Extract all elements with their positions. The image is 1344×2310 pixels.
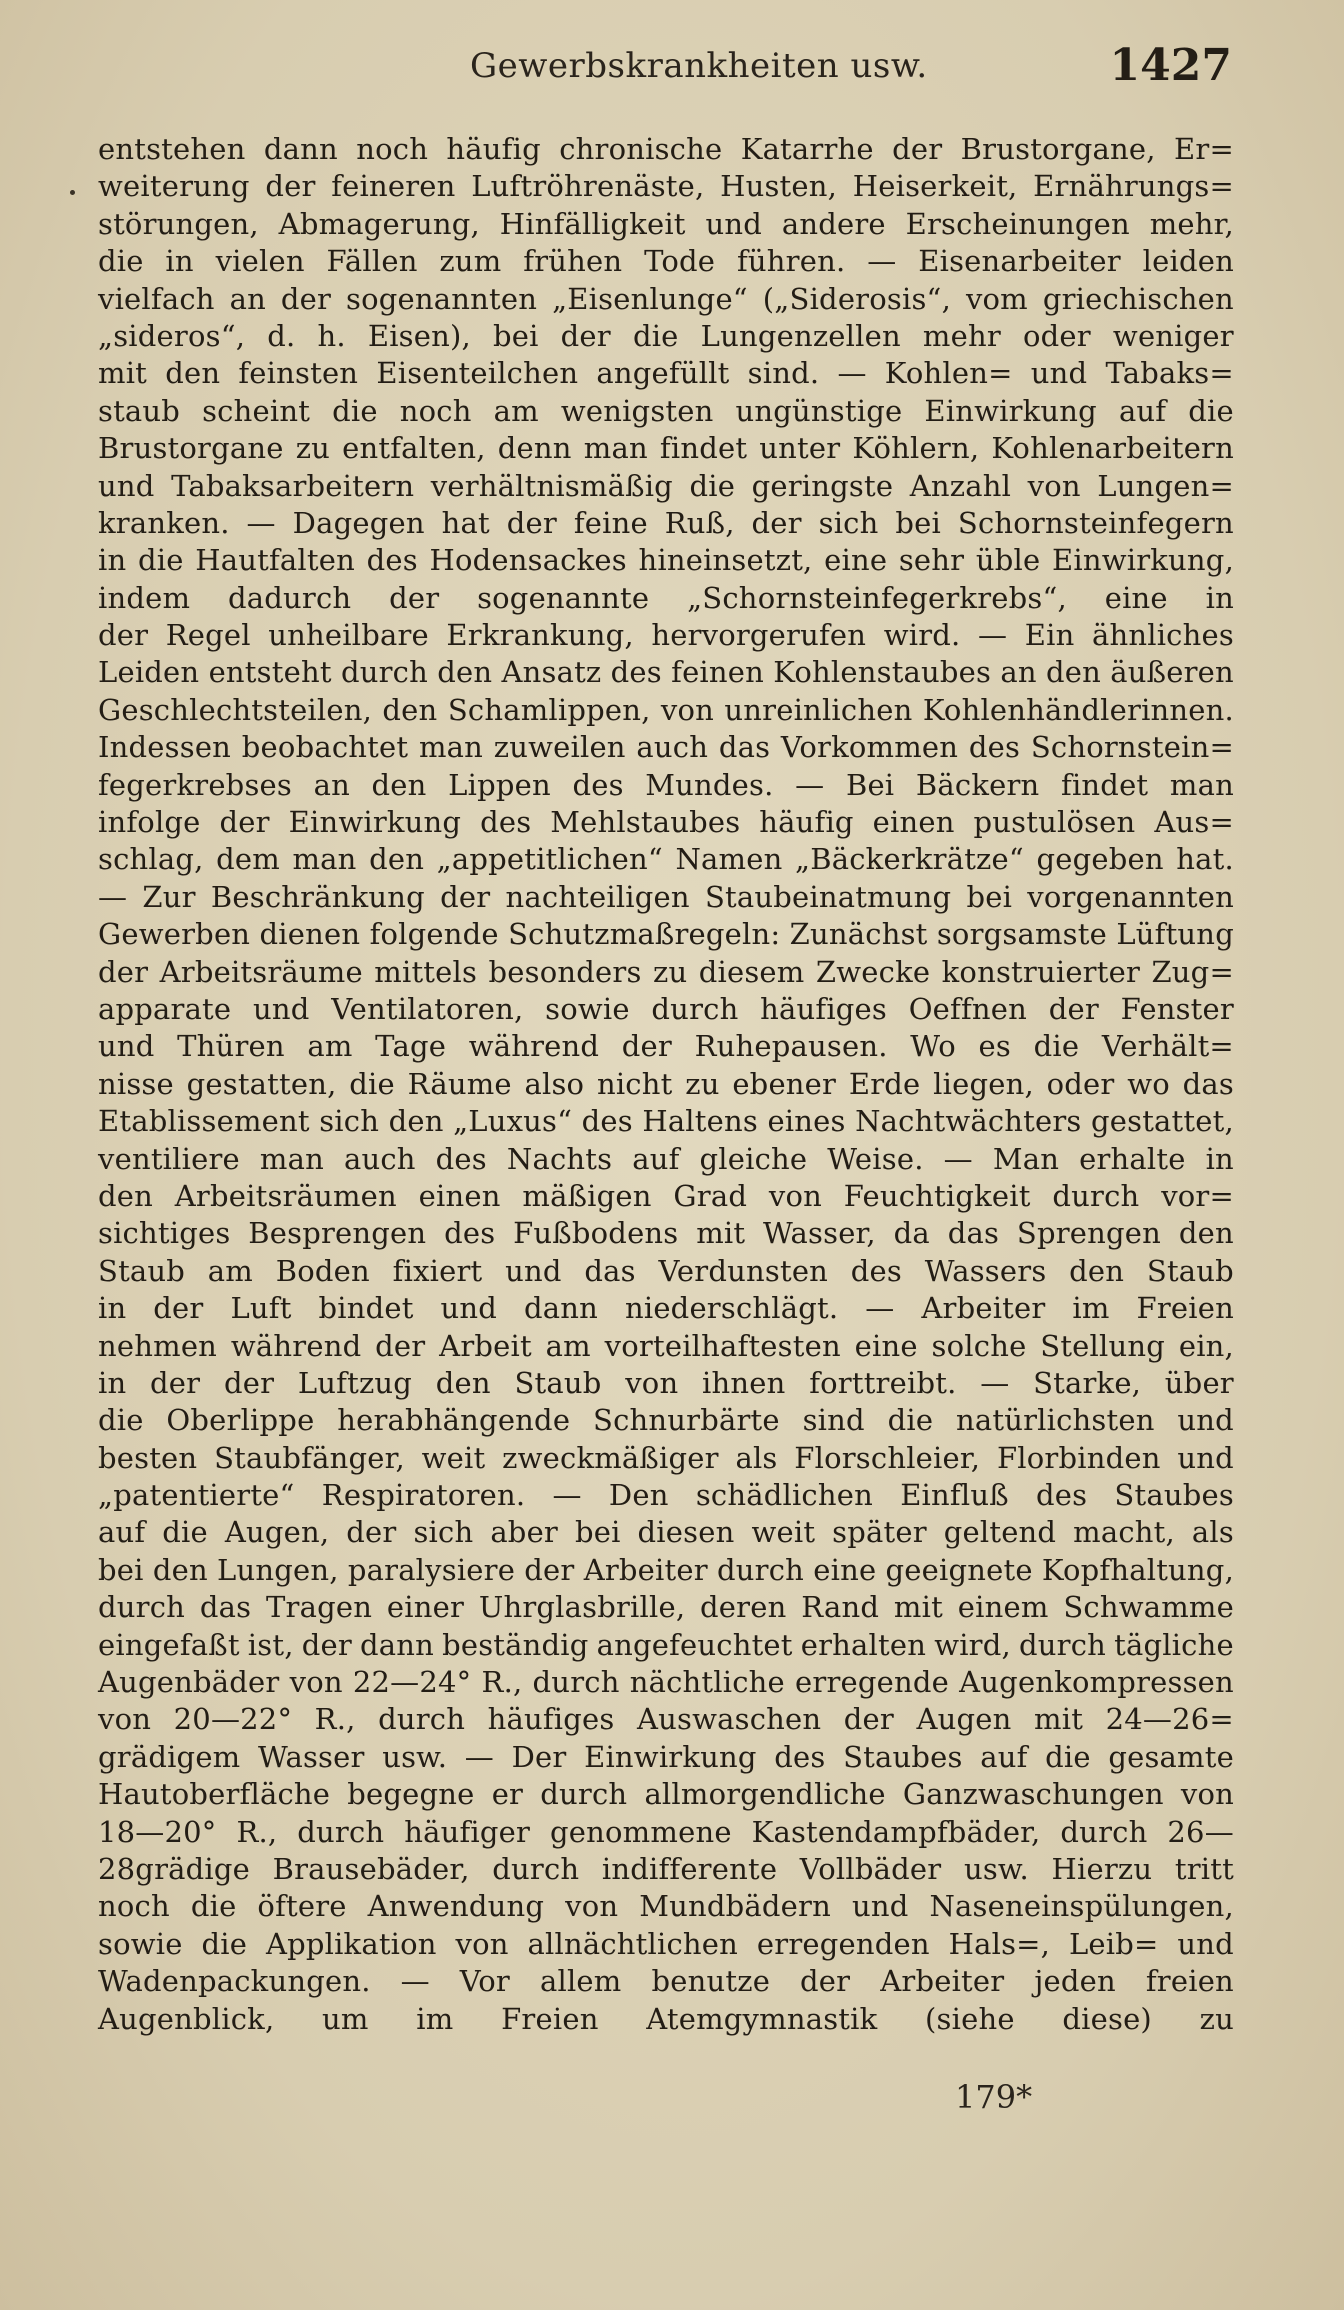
text-line: vielfach an der sogenannten „Eisenlunge“ („Siderosis“, vom griechischen — [98, 281, 1234, 316]
text-line: eingefaßt ist, der dann beständig angefeuchtet erhalten wird, durch tägliche — [98, 1627, 1234, 1662]
text-line: und Tabaksarbeitern verhältnismäßig die geringste Anzahl von Lungen= — [98, 468, 1234, 503]
text-line: schlag, dem man den „appetitlichen“ Namen „Bäckerkrätze“ gegeben hat. — [98, 842, 1234, 877]
text-line: „sideros“, d. h. Eisen), bei der die Lungenzellen mehr oder weniger — [98, 318, 1234, 353]
text-line: indem dadurch der sogenannte „Schornsteinfegerkrebs“, eine in — [98, 580, 1234, 615]
text-line: Indessen beobachtet man zuweilen auch das Vorkommen des Schornstein= — [98, 730, 1234, 765]
text-line: auf die Augen, der sich aber bei diesen weit später geltend macht, als — [98, 1515, 1234, 1550]
text-line: kranken. — Dagegen hat der feine Ruß, der sich bei Schornsteinfegern — [98, 505, 1234, 540]
text-line: mit den feinsten Eisenteilchen angefüllt sind. — Kohlen= und Tabaks= — [98, 356, 1234, 391]
text-line: infolge der Einwirkung des Mehlstaubes häufig einen pustulösen Aus= — [98, 805, 1234, 840]
text-line: sowie die Applikation von allnächtlichen erregenden Hals=, Leib= und — [98, 1926, 1234, 1961]
text-line: „patentierte“ Respiratoren. — Den schädlichen Einfluß des Staubes — [98, 1478, 1234, 1513]
text-line: grädigem Wasser usw. — Der Einwirkung des Staubes auf die gesamte — [98, 1739, 1234, 1774]
text-line: sichtiges Besprengen des Fußbodens mit Wasser, da das Sprengen den — [98, 1216, 1234, 1251]
text-line: weiterung der feineren Luftröhrenäste, Husten, Heiserkeit, Ernährungs= — [98, 169, 1234, 204]
text-line: Etablissement sich den „Luxus“ des Haltens eines Nachtwächters gestattet, — [98, 1104, 1234, 1139]
text-line: Hautoberfläche begegne er durch allmorgendliche Ganzwaschungen von — [98, 1777, 1234, 1812]
text-line: entstehen dann noch häufig chronische Katarrhe der Brustorgane, Er= — [98, 132, 1234, 166]
text-line: Augenbäder von 22—24° R., durch nächtliche erregende Augenkompressen — [98, 1665, 1234, 1700]
text-line: den Arbeitsräumen einen mäßigen Grad von Feuchtigkeit durch vor= — [98, 1178, 1234, 1213]
text-line: 28grädige Brausebäder, durch indifferente Vollbäder usw. Hierzu tritt — [98, 1851, 1234, 1886]
text-line: Leiden entsteht durch den Ansatz des feinen Kohlenstaubes an den äußeren — [98, 655, 1234, 690]
body-text — [98, 132, 1234, 2039]
text-line: Geschlechtsteilen, den Schamlippen, von unreinlichen Kohlenhändlerinnen. — [98, 692, 1234, 727]
text-line: noch die öftere Anwendung von Mundbädern und Naseneinspülungen, — [98, 1889, 1234, 1924]
text-line: nehmen während der Arbeit am vorteilhaftesten eine solche Stellung ein, — [98, 1328, 1234, 1363]
text-line: besten Staubfänger, weit zweckmäßiger als Florschleier, Florbinden und — [98, 1440, 1234, 1475]
text-line: Augenblick, um im Freien Atemgymnastik (siehe diese) zu — [98, 2001, 1234, 2036]
text-line: Gewerben dienen folgende Schutzmaßregeln: Zunächst sorgsamste Lüftung — [98, 917, 1234, 952]
text-line: in der Luft bindet und dann niederschlägt. — Arbeiter im Freien — [98, 1291, 1234, 1326]
running-title: Gewerbskrankheiten usw. — [470, 46, 928, 86]
text-line: in die Hautfalten des Hodensackes hineinsetzt, eine sehr üble Einwirkung, — [98, 543, 1234, 578]
text-line: fegerkrebses an den Lippen des Mundes. — Bei Bäckern findet man — [98, 767, 1234, 802]
text-line: der Regel unheilbare Erkrankung, hervorgerufen wird. — Ein ähnliches — [98, 618, 1234, 653]
text-line: in der der Luftzug den Staub von ihnen forttreibt. — Starke, über — [98, 1365, 1234, 1400]
text-line: 18—20° R., durch häufiger genommene Kastendampfbäder, durch 26— — [98, 1814, 1234, 1849]
text-line: durch das Tragen einer Uhrglasbrille, deren Rand mit einem Schwamme — [98, 1590, 1234, 1625]
text-line: staub scheint die noch am wenigsten ungünstige Einwirkung auf die — [98, 393, 1234, 428]
text-line: die Oberlippe herabhängende Schnurbärte sind die natürlichsten und — [98, 1403, 1234, 1438]
text-line: — Zur Beschränkung der nachteiligen Staubeinatmung bei vorgenannten — [98, 879, 1234, 914]
text-line: bei den Lungen, paralysiere der Arbeiter durch eine geeignete Kopfhaltung, — [98, 1552, 1234, 1587]
margin-mark — [70, 190, 75, 195]
text-line: ventiliere man auch des Nachts auf gleiche Weise. — Man erhalte in — [98, 1141, 1234, 1176]
text-line: der Arbeitsräume mittels besonders zu diesem Zwecke konstruierter Zug= — [98, 954, 1234, 989]
signature-mark: 179* — [955, 2078, 1033, 2116]
text-line: apparate und Ventilatoren, sowie durch häufiges Oeffnen der Fenster — [98, 991, 1234, 1026]
text-line: störungen, Abmagerung, Hinfälligkeit und andere Erscheinungen mehr, — [98, 206, 1234, 241]
text-line: Staub am Boden fixiert und das Verdunsten des Wassers den Staub — [98, 1253, 1234, 1288]
text-line: Brustorgane zu entfalten, denn man findet unter Köhlern, Kohlenarbeitern — [98, 431, 1234, 466]
text-line: die in vielen Fällen zum frühen Tode führen. — Eisenarbeiter leiden — [98, 244, 1234, 279]
page-number: 1427 — [1109, 40, 1232, 91]
text-line: von 20—22° R., durch häufiges Auswaschen der Augen mit 24—26= — [98, 1702, 1234, 1737]
text-line: nisse gestatten, die Räume also nicht zu ebener Erde liegen, oder wo das — [98, 1066, 1234, 1101]
text-line: Wadenpackungen. — Vor allem benutze der Arbeiter jeden freien — [98, 1964, 1234, 1999]
text-line: und Thüren am Tage während der Ruhepausen. Wo es die Verhält= — [98, 1029, 1234, 1064]
